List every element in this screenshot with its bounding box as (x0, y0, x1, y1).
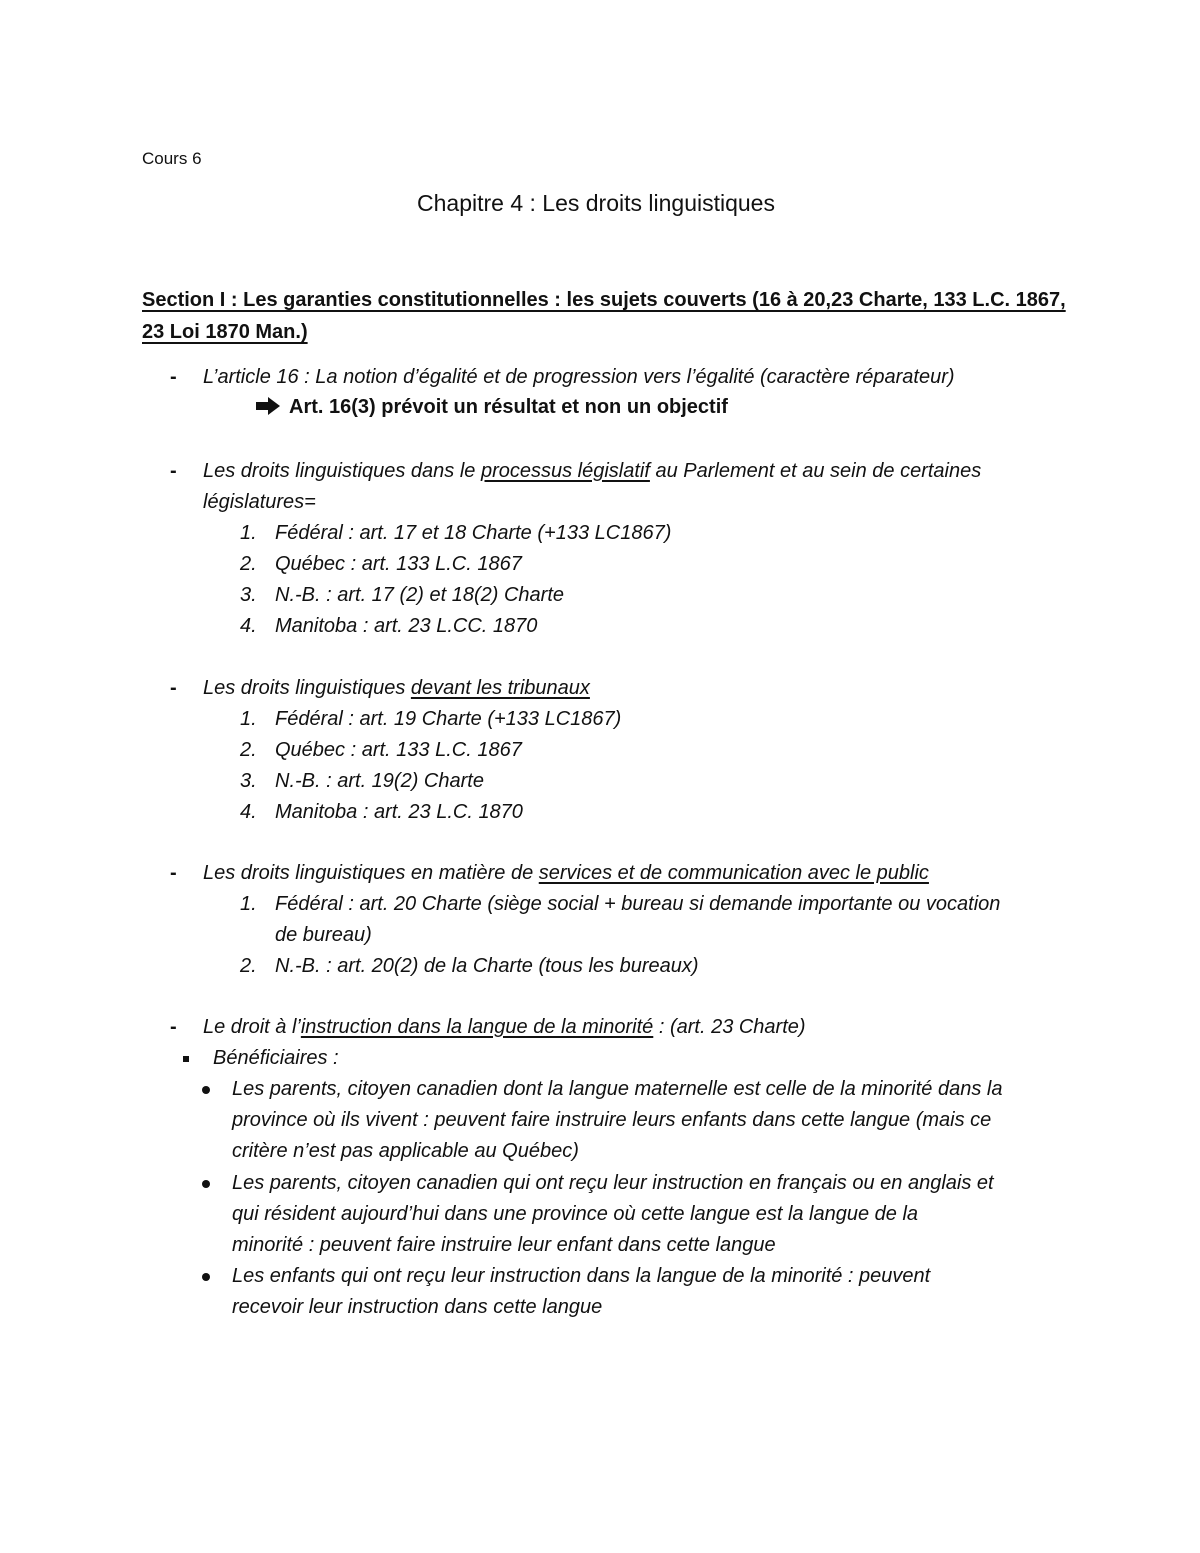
sub-bullet-line: Les parents, citoyen canadien dont la langue maternelle est celle de la minorité dans la (232, 1078, 1003, 1100)
square-bullet (183, 1045, 189, 1071)
arrow-line (255, 394, 728, 420)
list-number: 1. (240, 893, 257, 915)
text-fragment: Le droit à l’ (203, 1016, 301, 1038)
list-item: N.-B. : art. 19(2) Charte (275, 770, 484, 792)
underlined-term: instruction dans la langue de la minorité (300, 1016, 654, 1038)
list-number: 2. (240, 955, 257, 977)
list-number: 3. (240, 584, 257, 606)
round-bullet-icon (202, 1180, 210, 1188)
underlined-term: services et de communication avec le public (538, 862, 929, 884)
list-item-continued: de bureau) (275, 924, 372, 946)
list-item: Manitoba : art. 23 L.C. 1870 (275, 801, 523, 823)
list-item: Québec : art. 133 L.C. 1867 (275, 553, 522, 575)
section-heading-line2: 23 Loi 1870 Man.) (142, 321, 308, 343)
underlined-term: processus législatif (480, 460, 650, 482)
text-fragment: : (art. 23 Charte) (653, 1016, 806, 1038)
round-bullet-icon (202, 1273, 210, 1281)
list-item: Fédéral : art. 17 et 18 Charte (+133 LC1867) (275, 522, 672, 544)
round-bullet (202, 1076, 210, 1102)
sub-bullet-line: province où ils vivent : peuvent faire instruire leurs enfants dans cette langue (mais ce (232, 1109, 992, 1131)
list-item: Fédéral : art. 20 Charte (siège social + bureau si demande importante ou vocation (275, 893, 1001, 915)
round-bullet (202, 1263, 210, 1289)
bullet-instruction (203, 1014, 806, 1040)
dash-bullet: - (170, 862, 177, 884)
text-fragment: Les droits linguistiques (203, 677, 411, 699)
bullet-tribunaux (203, 675, 590, 701)
bullet-line2: législatures= (203, 491, 316, 513)
sub-bullet-line: recevoir leur instruction dans cette langue (232, 1296, 603, 1318)
round-bullet (202, 1170, 210, 1196)
list-number: 2. (240, 739, 257, 761)
text-fragment: Les droits linguistiques dans le (203, 460, 481, 482)
arrow-text: Art. 16(3) prévoit un résultat et non un objectif (289, 396, 728, 418)
text-fragment: Les droits linguistiques en matière de (203, 862, 539, 884)
sub-bullet-line: Les enfants qui ont reçu leur instruction dans la langue de la minorité : peuvent (232, 1265, 931, 1287)
arrow-right-icon (255, 396, 281, 416)
dash-bullet: - (170, 1016, 177, 1038)
bullet-article-16: L’article 16 : La notion d’égalité et de progression vers l’égalité (caractère réparateur) (203, 366, 955, 388)
list-item: Québec : art. 133 L.C. 1867 (275, 739, 522, 761)
chapter-title: Chapitre 4 : Les droits linguistiques (417, 190, 775, 216)
dash-bullet: - (170, 677, 177, 699)
bullet-processus-legislatif (203, 458, 981, 484)
dash-bullet: - (170, 366, 177, 388)
dash-bullet: - (170, 460, 177, 482)
sub-bullet-line: Les parents, citoyen canadien qui ont reçu leur instruction en français ou en anglais et (232, 1172, 994, 1194)
text-fragment: au Parlement et au sein de certaines (649, 460, 982, 482)
list-number: 1. (240, 522, 257, 544)
list-number: 1. (240, 708, 257, 730)
sub-bullet-line: qui résident aujourd’hui dans une province où cette langue est la langue de la (232, 1203, 919, 1225)
list-item: Manitoba : art. 23 L.CC. 1870 (275, 615, 538, 637)
list-number: 4. (240, 615, 257, 637)
list-item: Fédéral : art. 19 Charte (+133 LC1867) (275, 708, 622, 730)
square-bullet-icon (183, 1056, 189, 1062)
sub-bullet-line: critère n’est pas applicable au Québec) (232, 1140, 579, 1162)
list-number: 4. (240, 801, 257, 823)
list-item: N.-B. : art. 17 (2) et 18(2) Charte (275, 584, 564, 606)
beneficiaires-label: Bénéficiaires : (213, 1047, 339, 1069)
round-bullet-icon (202, 1086, 210, 1094)
underlined-term: devant les tribunaux (410, 677, 590, 699)
course-label: Cours 6 (142, 149, 202, 168)
list-number: 2. (240, 553, 257, 575)
list-item: N.-B. : art. 20(2) de la Charte (tous les bureaux) (275, 955, 699, 977)
bullet-services (203, 860, 929, 886)
sub-bullet-line: minorité : peuvent faire instruire leur enfant dans cette langue (232, 1234, 776, 1256)
list-number: 3. (240, 770, 257, 792)
section-heading-line1: Section I : Les garanties constitutionnelles : les sujets couverts (16 à 20,23 Charte, 133 L.C. 1867, (142, 289, 1066, 311)
